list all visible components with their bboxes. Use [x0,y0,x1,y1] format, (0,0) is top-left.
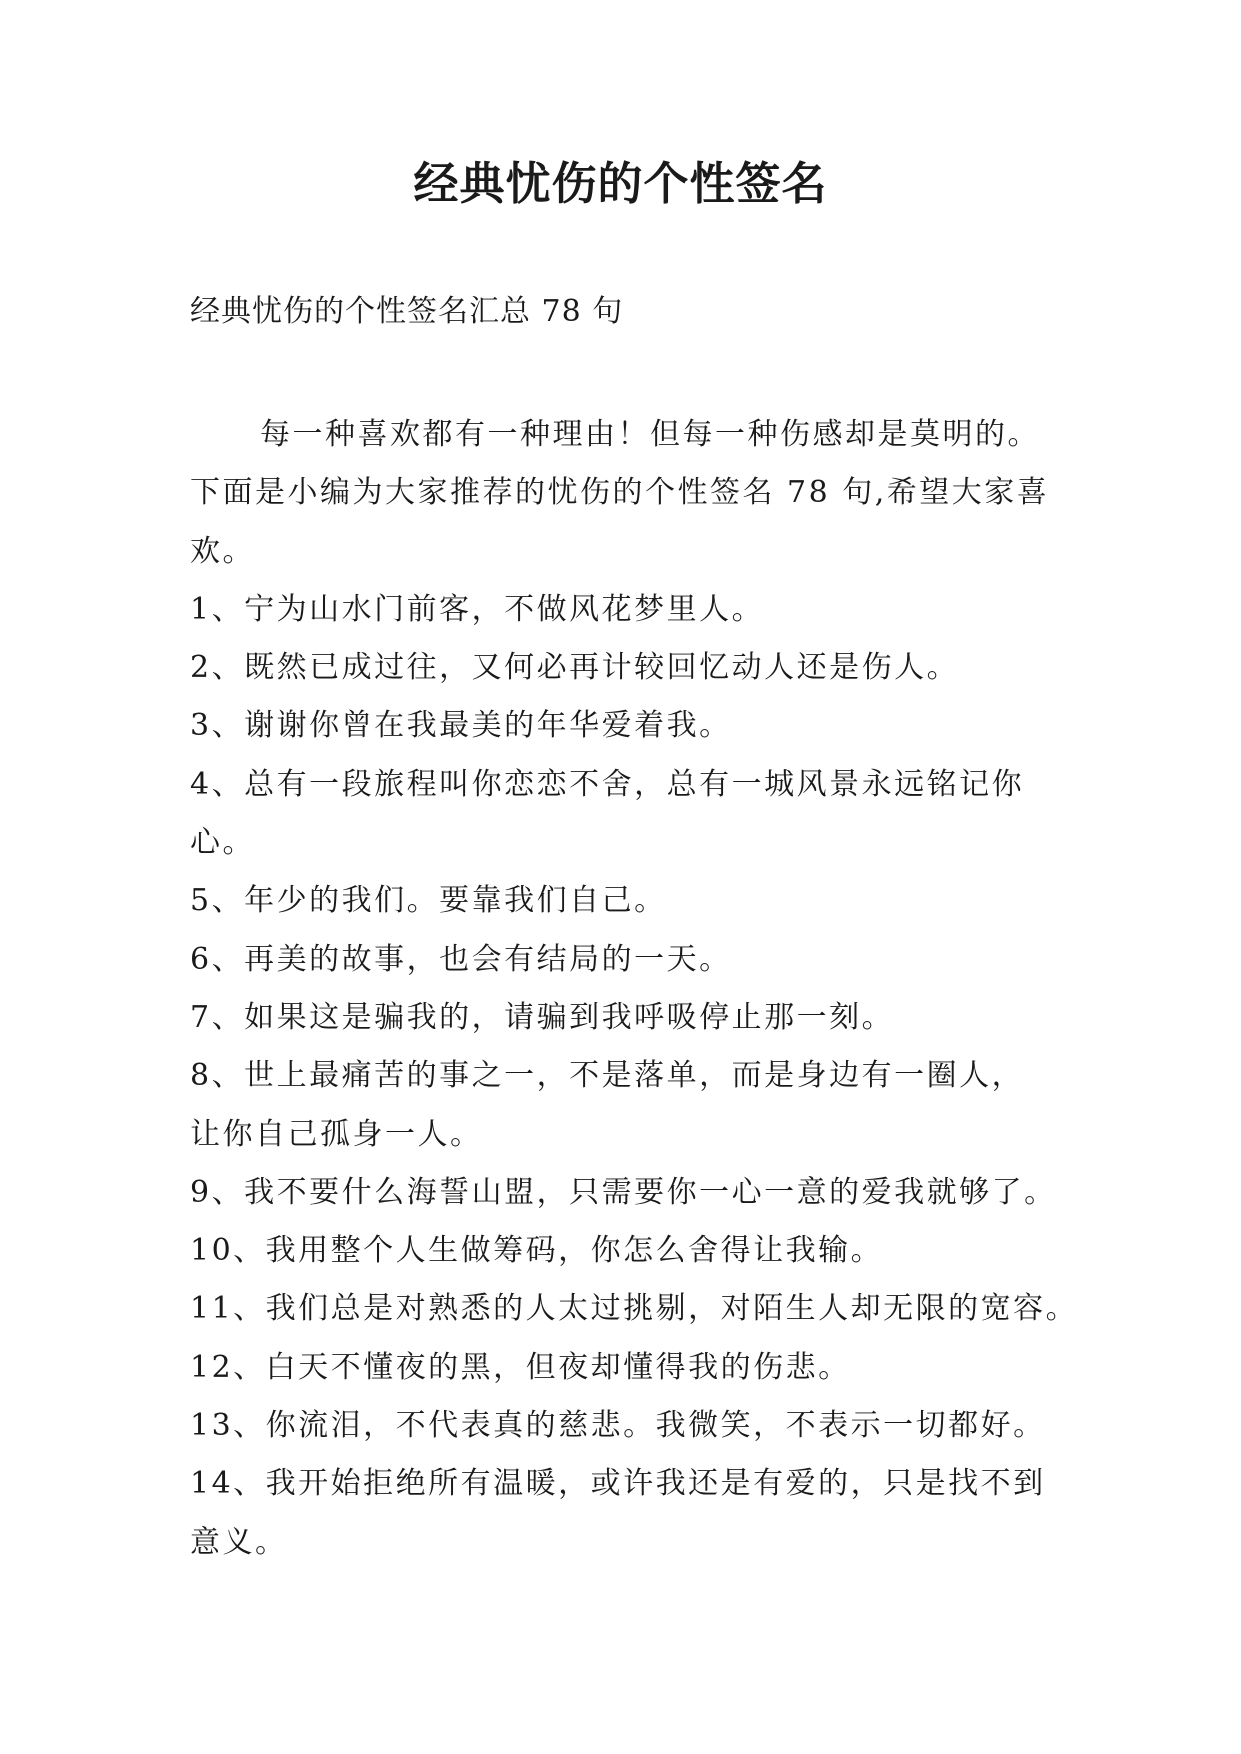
signature-line: 6、再美的故事，也会有结局的一天。 [190,941,732,977]
signature-line: 让你自己孤身一人。 [190,1116,483,1152]
intro-line: 欢。 [190,533,255,569]
intro-line: 下面是小编为大家推荐的忧伤的个性签名 78 句,希望大家喜 [190,475,1050,511]
document-subtitle: 经典忧伤的个性签名汇总 78 句 [190,294,624,329]
signature-line: 12、白天不懂夜的黑，但夜却懂得我的伤悲。 [190,1349,851,1385]
signature-line: 8、世上最痛苦的事之一，不是落单，而是身边有一圈人， [190,1058,1025,1094]
intro-line: 每一种喜欢都有一种理由！但每一种伤感却是莫明的。 [260,417,1040,452]
signature-line: 13、你流泪，不代表真的慈悲。我微笑，不表示一切都好。 [190,1408,1046,1444]
signature-line: 2、既然已成过往，又何必再计较回忆动人还是伤人。 [190,650,960,686]
signature-line: 11、我们总是对熟悉的人太过挑剔，对陌生人却无限的宽容。 [190,1291,1079,1327]
signature-line: 3、谢谢你曾在我最美的年华爱着我。 [190,708,732,744]
signature-line: 心。 [190,825,255,861]
signature-line: 1、宁为山水门前客，不做风花梦里人。 [190,591,765,627]
signature-line: 14、我开始拒绝所有温暖，或许我还是有爱的，只是找不到 [190,1466,1046,1502]
signature-line: 4、总有一段旅程叫你恋恋不舍，总有一城风景永远铭记你 [190,766,1025,802]
signature-line: 7、如果这是骗我的，请骗到我呼吸停止那一刻。 [190,999,895,1035]
signature-line: 意义。 [190,1524,288,1560]
signature-line: 10、我用整个人生做筹码，你怎么舍得让我输。 [190,1233,884,1269]
document-body [190,406,1079,1572]
signature-line: 9、我不要什么海誓山盟，只需要你一心一意的爱我就够了。 [190,1174,1057,1210]
document-title: 经典忧伤的个性签名 [413,157,828,210]
signature-line: 5、年少的我们。要靠我们自己。 [190,883,667,919]
